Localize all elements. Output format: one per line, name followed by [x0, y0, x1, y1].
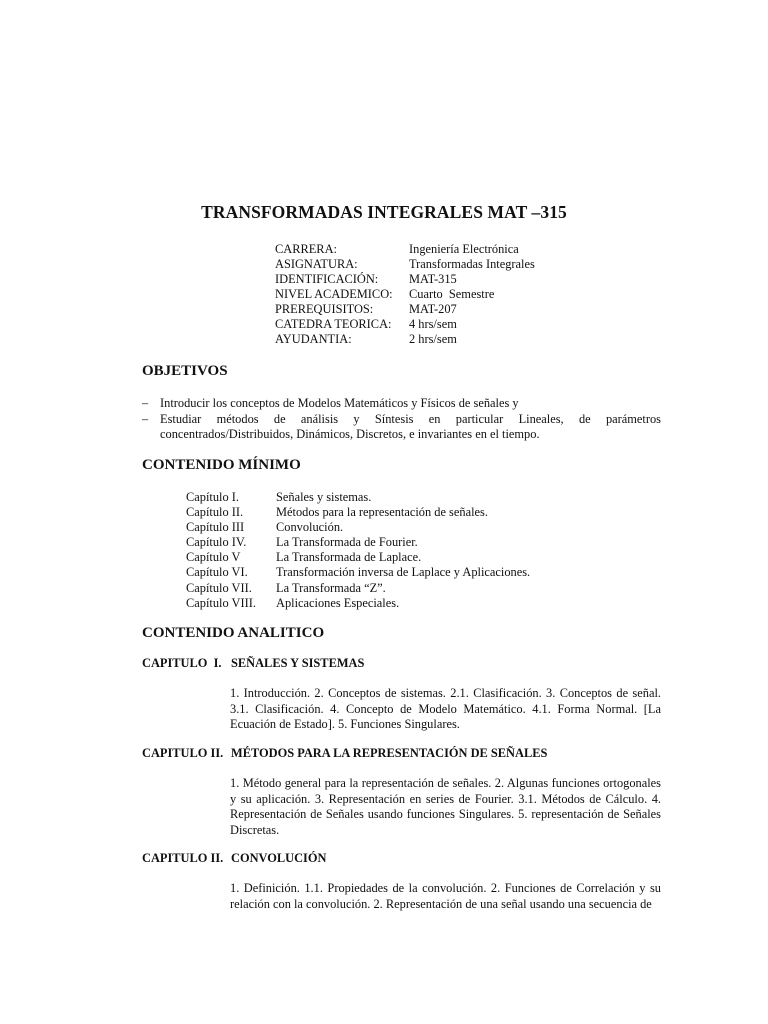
info-label: IDENTIFICACIÓN: — [275, 272, 379, 286]
chapter-title: Señales y sistemas. — [276, 490, 372, 504]
list-item-text: Estudiar métodos de análisis y Síntesis en particular Lineales, de parámetros concentrados/Distribuidos, Dinámicos, Discretos, e invariantes en el tiempo. — [160, 411, 661, 441]
chapter-heading-title: SEÑALES Y SISTEMAS — [231, 656, 365, 670]
info-row — [275, 257, 535, 272]
chapter-label: Capítulo VI. — [186, 565, 248, 580]
chapter-title: Métodos para la representación de señales. — [276, 505, 488, 520]
info-row — [275, 317, 535, 332]
dash-bullet: – — [142, 411, 149, 426]
chapter-title: Transformación inversa de Laplace y Aplicaciones. — [276, 565, 531, 580]
info-row — [275, 242, 535, 257]
chapter-title: La Transformada de Laplace. — [276, 550, 422, 565]
objetivos-heading: OBJETIVOS — [142, 363, 228, 379]
chapter-label: Capítulo V — [186, 550, 241, 565]
contenido-minimo-heading: CONTENIDO MÍNIMO — [142, 457, 301, 473]
info-row — [275, 302, 535, 317]
info-label: CARRERA: — [275, 242, 337, 256]
chapter-heading-title: MÉTODOS PARA LA REPRESENTACIÓN DE SEÑALES — [231, 746, 548, 760]
info-value: 2 hrs/sem — [409, 332, 457, 346]
chapter-title: Aplicaciones Especiales. — [276, 595, 400, 610]
chapter-label: Capítulo II. — [186, 505, 244, 520]
info-value: 4 hrs/sem — [409, 317, 457, 331]
info-value: Ingeniería Electrónica — [409, 242, 519, 256]
chapter-list — [186, 490, 530, 611]
contenido-analitico-heading: CONTENIDO ANALITICO — [142, 625, 325, 641]
info-value: MAT-315 — [409, 272, 457, 286]
chapter-label: Capítulo I. — [186, 490, 239, 504]
list-item-text: Introducir los conceptos de Modelos Matemáticos y Físicos de señales y — [160, 396, 519, 410]
chapter-body: 1. Introducción. 2. Conceptos de sistemas. 2.1. Clasificación. 3. Conceptos de señal. 3.1. Clasificación. 4. Concepto de Modelo Matemático. 4.1. Forma Normal. [La Ecuación de Estado]. 5. Funciones Singulares. — [230, 686, 661, 731]
info-label: PREREQUISITOS: — [275, 302, 374, 316]
info-value: MAT-207 — [409, 302, 457, 316]
chapter-title: La Transformada de Fourier. — [276, 535, 418, 550]
course-info-table — [275, 242, 535, 347]
chapter-title: La Transformada “Z”. — [276, 580, 386, 595]
chapter-row — [186, 596, 530, 611]
info-label: AYUDANTIA: — [275, 332, 352, 346]
chapter-row — [186, 581, 530, 596]
chapter-row — [186, 565, 530, 580]
chapter-label: Capítulo VII. — [186, 580, 252, 595]
document-title: TRANSFORMADAS INTEGRALES MAT –315 — [201, 202, 567, 222]
chapter-body: 1. Definición. 1.1. Propiedades de la convolución. 2. Funciones de Correlación y su relación con la convolución. 2. Representación de una señal usando una secuencia de — [230, 881, 661, 911]
chapter-row — [186, 505, 530, 520]
chapter-heading — [142, 746, 547, 761]
chapter-row — [186, 550, 530, 565]
chapter-heading — [142, 851, 326, 866]
objetivos-list — [142, 396, 661, 443]
chapter-label: Capítulo III — [186, 520, 245, 535]
info-row — [275, 287, 535, 302]
info-value: Transformadas Integrales — [409, 257, 535, 271]
dash-bullet: – — [142, 396, 149, 410]
chapter-title: Convolución. — [276, 520, 344, 535]
chapter-row — [186, 490, 530, 505]
info-label: CATEDRA TEORICA: — [275, 317, 392, 331]
list-item — [142, 412, 661, 443]
list-item — [142, 396, 661, 412]
chapter-body: 1. Método general para la representación de señales. 2. Algunas funciones ortogonales y su aplicación. 3. Representación en series de Fourier. 3.1. Métodos de Cálculo. 4. Representación de Señales usando funciones Singulares. 5. representación de Señales Discretas. — [230, 776, 661, 837]
chapter-number: CAPITULO II. — [142, 746, 224, 760]
info-value: Cuarto Semestre — [409, 287, 495, 301]
info-label: NIVEL ACADEMICO: — [275, 287, 393, 301]
chapter-row — [186, 535, 530, 550]
chapter-number: CAPITULO I. — [142, 656, 222, 670]
chapter-heading-title: CONVOLUCIÓN — [231, 851, 327, 865]
chapter-number: CAPITULO II. — [142, 851, 224, 865]
chapter-label: Capítulo VIII. — [186, 595, 256, 610]
info-row — [275, 272, 535, 287]
info-label: ASIGNATURA: — [275, 257, 358, 271]
chapter-label: Capítulo IV. — [186, 535, 247, 550]
chapter-heading — [142, 656, 364, 671]
chapter-row — [186, 520, 530, 535]
info-row — [275, 332, 535, 347]
